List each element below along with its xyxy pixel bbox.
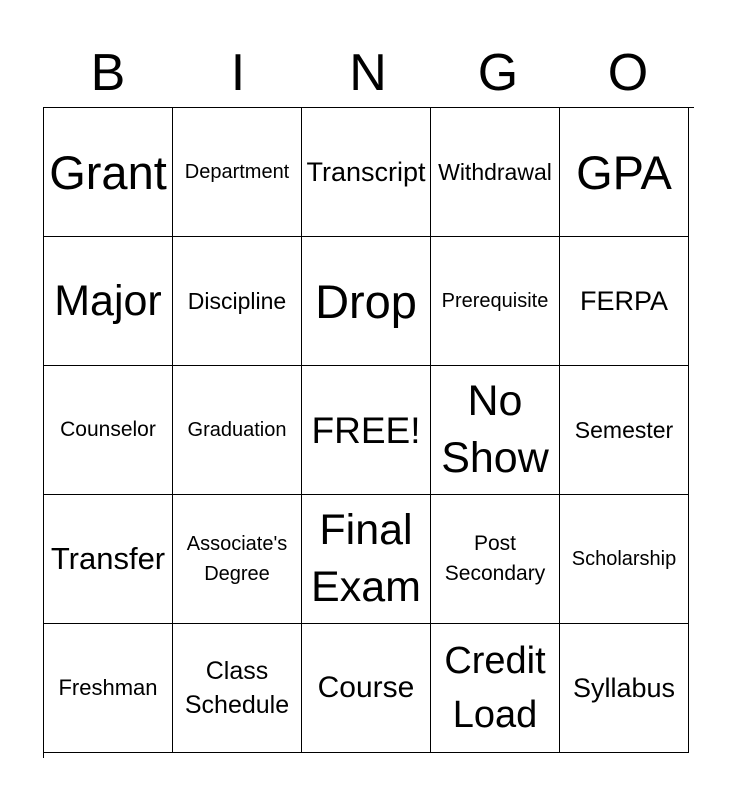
bingo-cell[interactable] xyxy=(560,366,689,495)
cell-label: Discipline xyxy=(187,288,287,314)
bingo-cell[interactable] xyxy=(173,366,302,495)
bingo-cell[interactable] xyxy=(431,237,560,366)
bingo-cell[interactable] xyxy=(44,624,173,753)
bingo-cell[interactable] xyxy=(560,237,689,366)
cell-label: Transfer xyxy=(50,541,166,576)
bingo-cell[interactable] xyxy=(302,624,431,753)
cell-label: Class Schedule xyxy=(184,657,290,719)
cell-label: Credit Load xyxy=(444,640,546,736)
cell-label: Syllabus xyxy=(572,673,676,703)
bingo-cell[interactable] xyxy=(560,108,689,237)
bingo-cell[interactable] xyxy=(302,237,431,366)
cell-label: Drop xyxy=(315,274,417,328)
bingo-cell[interactable] xyxy=(302,495,431,624)
header-letter-i: I xyxy=(230,44,246,102)
bingo-cell[interactable] xyxy=(44,495,173,624)
bingo-header xyxy=(43,40,693,106)
header-letter-o: O xyxy=(607,44,649,102)
bingo-cell[interactable] xyxy=(431,495,560,624)
bingo-cell[interactable] xyxy=(302,366,431,495)
cell-label: GPA xyxy=(576,145,672,199)
cell-label: No Show xyxy=(441,377,549,482)
cell-label: Post Secondary xyxy=(444,532,546,585)
header-letter-g: G xyxy=(477,44,519,102)
cell-label: Department xyxy=(184,161,290,183)
cell-label: Scholarship xyxy=(571,548,677,570)
bingo-cell[interactable] xyxy=(302,108,431,237)
cell-label: Graduation xyxy=(187,419,287,441)
bingo-board xyxy=(43,107,694,758)
bingo-cell[interactable] xyxy=(173,495,302,624)
bingo-cell[interactable] xyxy=(431,366,560,495)
bingo-cell[interactable] xyxy=(173,624,302,753)
cell-label: Grant xyxy=(49,145,167,199)
bingo-cell[interactable] xyxy=(560,495,689,624)
bingo-cell[interactable] xyxy=(173,237,302,366)
cell-label: Counselor xyxy=(60,418,156,441)
header-letter-n: N xyxy=(349,44,387,102)
cell-label: Prerequisite xyxy=(441,290,549,312)
cell-label: Withdrawal xyxy=(438,159,552,185)
bingo-cell[interactable] xyxy=(173,108,302,237)
free-space-label: FREE! xyxy=(311,409,421,451)
cell-label: Major xyxy=(54,276,162,325)
cell-label: Course xyxy=(317,671,415,704)
bingo-cell[interactable] xyxy=(560,624,689,753)
cell-label: Semester xyxy=(574,417,674,443)
cell-label: Transcript xyxy=(306,157,426,187)
cell-label: Freshman xyxy=(58,675,158,700)
cell-label: FERPA xyxy=(579,286,668,316)
bingo-cell[interactable] xyxy=(44,237,173,366)
header-letter-b: B xyxy=(90,44,126,102)
cell-label: Associate's Degree xyxy=(186,533,288,585)
bingo-cell[interactable] xyxy=(44,366,173,495)
bingo-cell[interactable] xyxy=(44,108,173,237)
bingo-cell[interactable] xyxy=(431,624,560,753)
bingo-cell[interactable] xyxy=(431,108,560,237)
cell-label: Final Exam xyxy=(311,506,421,611)
